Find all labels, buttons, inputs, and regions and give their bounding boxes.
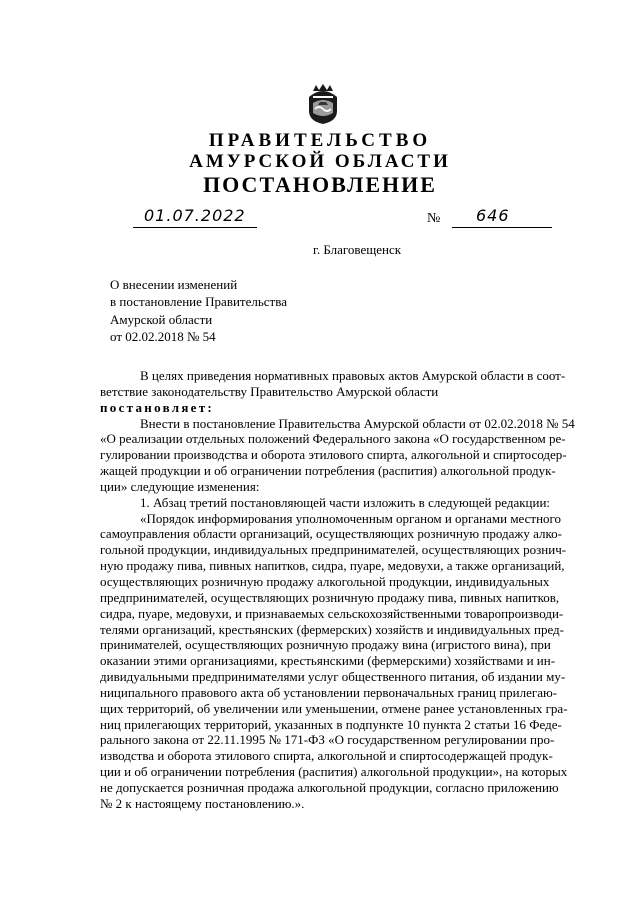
org-line-2: АМУРСКОЙ ОБЛАСТИ (189, 151, 451, 172)
body-line: Внести в постановление Правительства Амурской области от 02.02.2018 № 54 (140, 415, 575, 431)
subject-block (110, 276, 287, 345)
coat-of-arms-icon (305, 83, 341, 125)
body-line: «Порядок информирования уполномоченным органом и органами местного (140, 510, 562, 526)
body-line: 1. Абзац третий постановляющей части изложить в следующей редакции: (140, 494, 551, 510)
body-line: гольной продукции, индивидуальных предпринимателей, осуществляющих рознич- (100, 542, 567, 558)
city-label: г. Благовещенск (313, 242, 402, 257)
body-line: телями организаций, крестьянских (фермерских) хозяйств и индивидуальных пред- (100, 621, 564, 637)
resolves-word: постановляет: (100, 399, 215, 415)
body-line: не допускается розничная продажа алкогольной продукции, согласно приложению (100, 779, 559, 795)
body-line: жащей продукции и об ограничении потребления (распития) алкогольной продук- (100, 463, 556, 479)
body-line: ции» следующие изменения: (100, 478, 260, 494)
body-line: сидра, пуаре, медовухи, и признаваемых сельскохозяйственными товаропроизводи- (100, 605, 564, 621)
handwritten-date: 01.07.2022 (144, 206, 246, 225)
body-line: В целях приведения нормативных правовых актов Амурской области в соот- (140, 368, 566, 383)
handwritten-number: 646 (476, 206, 510, 225)
body-line: предпринимателей, осуществляющих розничную продажу пива, пивных напитков, (100, 589, 560, 605)
org-line-1: ПРАВИТЕЛЬСТВО (208, 130, 432, 151)
body-line: щих территорий, об увеличении или уменьшении, отмене ранее установленных гра- (100, 700, 568, 716)
body-line: принимателей, осуществляющих розничную продажу вина (игристого вина), при (100, 637, 551, 653)
body-text (100, 368, 602, 812)
body-line: ветствие законодательству Правительство Амурской области (100, 383, 439, 399)
body-line: № 2 к настоящему постановлению.». (100, 795, 305, 811)
body-line: самоуправления области организаций, осуществляющих розничную продажу алко- (100, 526, 562, 542)
body-line: ниципального правового акта об установлении первоначальных границ прилегаю- (100, 684, 558, 700)
subject-line: Амурской области (110, 311, 213, 327)
body-line: ции и об ограничении потребления (распития) алкогольной продукции», на которых (100, 764, 568, 780)
document-type-title: ПОСТАНОВЛЕНИЕ (203, 172, 437, 197)
body-line: осуществляющих розничную продажу алкогольной продукции, индивидуальных (100, 573, 550, 589)
date-field (133, 206, 257, 228)
body-line: дивидуальными предпринимателями услуг общественного питания, об издании му- (100, 669, 566, 685)
subject-line: в постановление Правительства (110, 294, 287, 310)
body-line: гулировании производства и оборота этилового спирта, алкогольной и спиртосодер- (100, 447, 567, 463)
subject-line: О внесении изменений (110, 277, 238, 292)
body-line: ниц прилегающих территорий, указанных в подпункте 10 пункта 2 статьи 16 Феде- (100, 716, 562, 732)
body-line: ную продажу пива, пивных напитков, сидра, пуаре, медовухи, а также организаций, (100, 558, 565, 574)
body-line: оказании этими организациями, крестьянскими (фермерскими) хозяйствами и ин- (100, 653, 556, 669)
number-label: № (427, 211, 441, 226)
body-line: рального закона от 22.11.1995 № 171-ФЗ «О государственном регулировании про- (100, 732, 555, 748)
number-field (452, 206, 552, 228)
subject-line: от 02.02.2018 № 54 (110, 328, 216, 344)
body-line: изводства и оборота этилового спирта, алкогольной и спиртосодержащей продук- (100, 748, 553, 764)
body-line: «О реализации отдельных положений Федерального закона «О государственном ре- (100, 431, 566, 447)
